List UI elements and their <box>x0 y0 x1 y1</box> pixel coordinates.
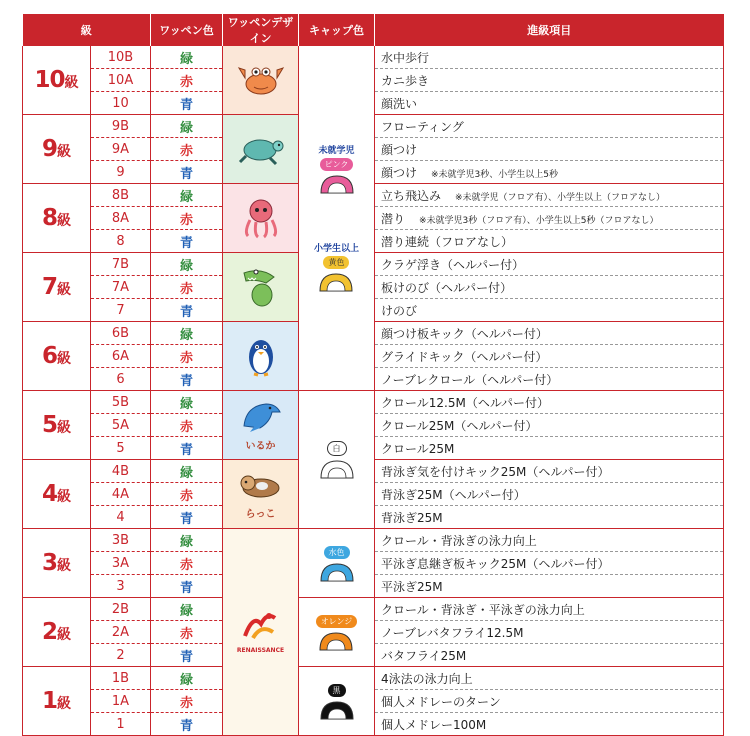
sublevel-cell: 4B <box>91 460 151 483</box>
item-cell <box>375 414 724 437</box>
table-row <box>23 667 724 690</box>
wappen-color-cell: 青 <box>151 713 223 736</box>
sublevel-cell: 5 <box>91 437 151 460</box>
cap-orange <box>316 613 358 652</box>
turtle-icon <box>236 126 286 170</box>
item-text: 背泳ぎ25M（ヘルパー付） <box>381 487 526 502</box>
sublevel-cell: 2A <box>91 621 151 644</box>
level-kyu: 級 <box>57 627 71 643</box>
level-cell <box>23 598 91 667</box>
item-cell <box>375 644 724 667</box>
wappen-color-cell: 緑 <box>151 529 223 552</box>
level-kyu: 級 <box>57 696 71 712</box>
header-kyu: 級 <box>23 14 151 46</box>
sublevel-cell: 4 <box>91 506 151 529</box>
wappen-color-cell: 赤 <box>151 690 223 713</box>
level-cell <box>23 115 91 184</box>
cap-pink-icon <box>317 173 357 195</box>
wappen-color-cell: 緑 <box>151 46 223 69</box>
cap-elementary-yellow <box>314 241 359 293</box>
wappen-color-cell: 緑 <box>151 598 223 621</box>
sublevel-cell: 10 <box>91 92 151 115</box>
item-text: けのび <box>381 303 418 318</box>
wappen-color-cell: 赤 <box>151 138 223 161</box>
sublevel-cell: 7 <box>91 299 151 322</box>
cap-white-badge: 白 <box>327 441 347 456</box>
level-number: 6 <box>41 343 57 369</box>
cap-preschool-title: 未就学児 <box>318 146 355 156</box>
item-text: クロール・背泳ぎ・平泳ぎの泳力向上 <box>381 602 585 617</box>
item-cell <box>375 575 724 598</box>
level-kyu: 級 <box>64 75 79 91</box>
level-cell <box>23 391 91 460</box>
wappen-design-cell <box>223 46 299 115</box>
item-text: 4泳法の泳力向上 <box>381 671 473 686</box>
level-table <box>22 14 724 736</box>
level-kyu: 級 <box>57 489 71 505</box>
item-cell <box>375 253 724 276</box>
cap-color-cell <box>299 46 375 391</box>
level-kyu: 級 <box>57 420 71 436</box>
sublevel-cell: 9 <box>91 161 151 184</box>
item-cell <box>375 69 724 92</box>
wappen-color-cell: 赤 <box>151 345 223 368</box>
wappen-design-cell <box>223 184 299 253</box>
item-text: 顔洗い <box>381 96 418 111</box>
sublevel-cell: 1 <box>91 713 151 736</box>
sublevel-cell: 9A <box>91 138 151 161</box>
sublevel-cell: 5B <box>91 391 151 414</box>
level-cell <box>23 322 91 391</box>
wappen-color-cell: 赤 <box>151 69 223 92</box>
level-cell <box>23 46 91 115</box>
wappen-color-cell: 青 <box>151 575 223 598</box>
table-row <box>23 529 724 552</box>
sublevel-cell: 4A <box>91 483 151 506</box>
cap-elementary-title: 小学生以上 <box>313 244 359 254</box>
sublevel-cell: 3B <box>91 529 151 552</box>
item-text: 顔つけ <box>381 165 418 180</box>
sublevel-cell: 7A <box>91 276 151 299</box>
crocodile-icon <box>236 263 286 309</box>
level-cell <box>23 253 91 322</box>
item-cell <box>375 391 724 414</box>
wappen-design-cell <box>223 253 299 322</box>
item-text: 潜り <box>381 211 406 226</box>
item-text: 個人メドレー100M <box>381 717 487 732</box>
renaissance-logo-icon <box>239 610 283 644</box>
cap-lightblue <box>317 544 357 583</box>
item-note: ※未就学児3秒、小学生以上5秒 <box>431 169 559 180</box>
wappen-design-cell <box>223 391 299 460</box>
item-cell <box>375 506 724 529</box>
item-cell <box>375 46 724 69</box>
wappen-color-cell: 青 <box>151 92 223 115</box>
item-cell <box>375 115 724 138</box>
item-cell <box>375 621 724 644</box>
item-text: クロール25M（ヘルパー付） <box>381 418 538 433</box>
item-text: 平泳ぎ息継ぎ板キック25M（ヘルパー付） <box>381 556 610 571</box>
level-number: 8 <box>41 205 57 231</box>
level-cell <box>23 529 91 598</box>
sublevel-cell: 10B <box>91 46 151 69</box>
cap-color-cell <box>299 667 375 736</box>
sublevel-cell: 6B <box>91 322 151 345</box>
cap-orange-icon <box>316 630 356 652</box>
otter-icon <box>236 468 286 502</box>
item-text: 背泳ぎ気を付けキック25M（ヘルパー付） <box>381 464 610 479</box>
level-kyu: 級 <box>57 213 71 229</box>
item-cell <box>375 276 724 299</box>
cap-color-cell <box>299 391 375 529</box>
header-cap-color: キャップ色 <box>299 14 375 46</box>
sublevel-cell: 8A <box>91 207 151 230</box>
level-number: 3 <box>41 550 57 576</box>
sublevel-cell: 6 <box>91 368 151 391</box>
wappen-color-cell: 青 <box>151 299 223 322</box>
wappen-color-cell: 青 <box>151 161 223 184</box>
wappen-color-cell: 赤 <box>151 483 223 506</box>
cap-orange-badge: オレンジ <box>316 615 358 628</box>
cap-color-cell <box>299 598 375 667</box>
item-text: 立ち飛込み <box>381 188 442 203</box>
wappen-color-cell: 青 <box>151 368 223 391</box>
item-cell <box>375 138 724 161</box>
item-cell <box>375 345 724 368</box>
wappen-color-cell: 緑 <box>151 667 223 690</box>
item-cell <box>375 460 724 483</box>
item-text: カニ歩き <box>381 73 430 88</box>
item-cell <box>375 184 724 207</box>
item-cell <box>375 529 724 552</box>
wappen-color-cell: 青 <box>151 437 223 460</box>
header-items: 進級項目 <box>375 14 724 46</box>
level-number: 5 <box>41 412 57 438</box>
level-cell <box>23 667 91 736</box>
item-text: 潜り連続（フロアなし） <box>381 234 514 249</box>
item-text: クロール25M <box>381 441 455 456</box>
item-cell <box>375 437 724 460</box>
cap-black-icon <box>317 699 357 721</box>
item-cell <box>375 92 724 115</box>
item-text: バタフライ25M <box>381 648 467 663</box>
wappen-color-cell: 赤 <box>151 414 223 437</box>
level-cell <box>23 184 91 253</box>
cap-black <box>317 682 357 721</box>
table-row <box>23 391 724 414</box>
item-cell <box>375 598 724 621</box>
wappen-color-cell: 赤 <box>151 552 223 575</box>
octopus-icon <box>236 194 286 240</box>
sublevel-cell: 6A <box>91 345 151 368</box>
header-wappen-design: ワッペンデザイン <box>223 14 299 46</box>
otter-label: らっこ <box>245 509 276 520</box>
item-note: ※未就学児3秒（フロア有）、小学生以上5秒（フロアなし） <box>419 215 659 226</box>
wappen-color-cell: 赤 <box>151 621 223 644</box>
item-text: 水中歩行 <box>381 50 430 65</box>
item-text: クラゲ浮き（ヘルパー付） <box>381 257 525 272</box>
item-text: クロール12.5M（ヘルパー付） <box>381 395 549 410</box>
wappen-design-cell <box>223 115 299 184</box>
wappen-color-cell: 青 <box>151 644 223 667</box>
item-cell <box>375 483 724 506</box>
level-kyu: 級 <box>57 558 71 574</box>
item-text: 板けのび（ヘルパー付） <box>381 280 513 295</box>
cap-yellow-badge: 黄色 <box>323 256 349 269</box>
item-cell <box>375 230 724 253</box>
sublevel-cell: 7B <box>91 253 151 276</box>
cap-white <box>317 440 357 480</box>
brand-label: RENAISSANCE <box>236 647 285 654</box>
level-kyu: 級 <box>57 282 71 298</box>
cap-preschool-pink <box>317 143 357 195</box>
level-kyu: 級 <box>57 144 71 160</box>
level-number: 9 <box>41 136 57 162</box>
level-number: 1 <box>41 688 57 714</box>
item-text: 個人メドレーのターン <box>381 694 501 709</box>
item-cell <box>375 161 724 184</box>
sublevel-cell: 2B <box>91 598 151 621</box>
wappen-design-cell <box>223 529 299 736</box>
item-text: ノーブレクロール（ヘルパー付） <box>381 372 559 387</box>
cap-lightblue-icon <box>317 561 357 583</box>
header-wappen-color: ワッペン色 <box>151 14 223 46</box>
sublevel-cell: 1B <box>91 667 151 690</box>
wappen-color-cell: 青 <box>151 506 223 529</box>
sublevel-cell: 2 <box>91 644 151 667</box>
sublevel-cell: 8 <box>91 230 151 253</box>
item-text: クロール・背泳ぎの泳力向上 <box>381 533 537 548</box>
item-cell <box>375 667 724 690</box>
sublevel-cell: 3 <box>91 575 151 598</box>
header-row <box>23 14 724 46</box>
cap-yellow-icon <box>316 271 356 293</box>
item-text: 顔つけ板キック（ヘルパー付） <box>381 326 548 341</box>
sublevel-cell: 8B <box>91 184 151 207</box>
wappen-color-cell: 緑 <box>151 460 223 483</box>
wappen-color-cell: 緑 <box>151 391 223 414</box>
level-number: 10 <box>34 67 65 93</box>
cap-color-cell <box>299 529 375 598</box>
table-row <box>23 46 724 69</box>
wappen-color-cell: 赤 <box>151 207 223 230</box>
wappen-color-cell: 緑 <box>151 253 223 276</box>
wappen-color-cell: 緑 <box>151 322 223 345</box>
level-number: 7 <box>41 274 57 300</box>
item-cell <box>375 322 724 345</box>
item-text: フローティング <box>381 119 464 134</box>
sublevel-cell: 10A <box>91 69 151 92</box>
cap-lightblue-badge: 水色 <box>324 546 350 559</box>
wappen-color-cell: 緑 <box>151 184 223 207</box>
cap-pink-badge: ピンク <box>320 158 354 171</box>
item-text: 背泳ぎ25M <box>381 510 443 525</box>
wappen-design-cell <box>223 460 299 529</box>
penguin-icon <box>236 331 286 379</box>
item-cell <box>375 207 724 230</box>
item-cell <box>375 368 724 391</box>
table-row <box>23 598 724 621</box>
dolphin-label: いるか <box>245 441 276 452</box>
item-cell <box>375 713 724 736</box>
dolphin-icon <box>236 398 286 434</box>
wappen-color-cell: 青 <box>151 230 223 253</box>
sublevel-cell: 3A <box>91 552 151 575</box>
wappen-color-cell: 緑 <box>151 115 223 138</box>
wappen-color-cell: 赤 <box>151 276 223 299</box>
item-text: ノーブレバタフライ12.5M <box>381 625 524 640</box>
cap-black-badge: 黒 <box>328 684 346 697</box>
item-cell <box>375 299 724 322</box>
item-text: 顔つけ <box>381 142 418 157</box>
sublevel-cell: 9B <box>91 115 151 138</box>
item-text: グライドキック（ヘルパー付） <box>381 349 548 364</box>
sublevel-cell: 5A <box>91 414 151 437</box>
wappen-design-cell <box>223 322 299 391</box>
level-number: 2 <box>41 619 57 645</box>
level-number: 4 <box>41 481 57 507</box>
cap-white-icon <box>317 458 357 480</box>
level-kyu: 級 <box>57 351 71 367</box>
item-note: ※未就学児（フロア有）、小学生以上（フロアなし） <box>455 192 666 203</box>
sublevel-cell: 1A <box>91 690 151 713</box>
item-cell <box>375 690 724 713</box>
crab-icon <box>236 56 286 102</box>
level-cell <box>23 460 91 529</box>
item-text: 平泳ぎ25M <box>381 579 443 594</box>
item-cell <box>375 552 724 575</box>
